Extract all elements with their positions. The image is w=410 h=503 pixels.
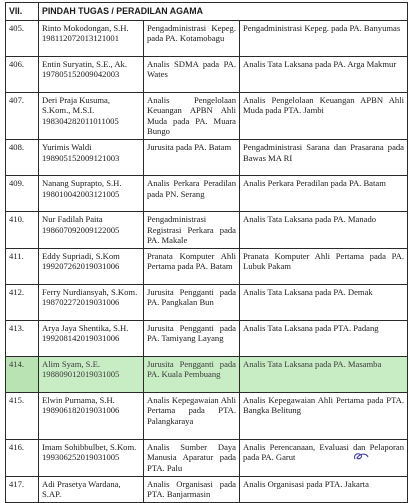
employee-cell	[39, 92, 144, 139]
new-position: Analis Pengelolaan Keuangan APBN Ahli Muda pada PTA. Jambi	[240, 92, 408, 139]
employee-name: Imam Sohibbulbet, S.Kom.	[42, 441, 137, 452]
table-row	[6, 476, 408, 502]
row-number: 417.	[6, 476, 39, 502]
new-position: Analis Kepegawaian Ahli Pertama pada PTA. Bangka Belitung	[240, 392, 408, 439]
old-position: Jurusita Pengganti pada PA. Kuala Pembuang	[144, 356, 240, 392]
new-position: Analis Tata Laksana pada PA. Masamba	[240, 356, 408, 392]
employee-name: Arya Jaya Shentika, S.H.	[42, 322, 129, 333]
employee-name: Eddy Supriadi, S.Kom	[42, 250, 120, 261]
employee-name: Rinto Mokodongan, S.H.	[42, 22, 129, 33]
employee-nip: 198607092009122005	[42, 224, 120, 235]
employee-cell	[39, 320, 144, 356]
section-header-row	[6, 3, 408, 21]
transfer-table	[5, 2, 408, 503]
employee-nip: 198304282011011005	[42, 115, 119, 126]
new-position: Analis Tata Laksana pada PA. Manado	[240, 211, 408, 248]
old-position: Pengadministrasi Registrasi Perkara pada PA. Makale	[144, 211, 240, 248]
table-row	[6, 92, 408, 139]
employee-cell	[39, 284, 144, 320]
employee-name: Entin Suryatin, S.E., Ak.	[42, 58, 127, 69]
old-position: Pranata Komputer Ahli Pertama pada PA. Batam	[144, 248, 240, 284]
table-row	[6, 56, 408, 92]
employee-nip: 199207262019031006	[42, 261, 120, 272]
section-number: VII.	[6, 3, 39, 21]
old-position: Analis Organisasi pada PTA. Banjarmasin	[144, 476, 240, 502]
table-row	[6, 248, 408, 284]
employee-cell	[39, 248, 144, 284]
employee-nip: 199306252019031005	[42, 452, 120, 463]
employee-cell	[39, 175, 144, 211]
row-number: 413.	[6, 320, 39, 356]
employee-cell	[39, 211, 144, 248]
new-position: Pranata Komputer Ahli Pertama pada PA. Lubuk Pakam	[240, 248, 408, 284]
employee-name: Ferry Nurdiansyah, S.Kom.	[42, 286, 138, 297]
table-row	[6, 320, 408, 356]
new-position: Pengadministrasi Kepeg. pada PA. Banyumas	[240, 20, 408, 56]
row-number: 405.	[6, 20, 39, 56]
new-position: Analis Tata Laksana pada PA. Demak	[240, 284, 408, 320]
row-number: 414.	[6, 356, 39, 392]
old-position: Pengadministrasi Kepeg. pada PA. Kotamobagu	[144, 20, 240, 56]
old-position: Jurusita Pengganti pada PA. Tamiyang Layang	[144, 320, 240, 356]
table-body	[6, 20, 408, 502]
employee-cell	[39, 476, 144, 502]
old-position: Analis Kepegawaian Ahli Pertama pada PTA. Palangkaraya	[144, 392, 240, 439]
row-number: 410.	[6, 211, 39, 248]
employee-name: Adi Prasetya Wardana, S.AP.	[42, 478, 121, 500]
old-position: Jurusita Pengganti pada PA. Pangkalan Bun	[144, 284, 240, 320]
new-position: Analis Tata Laksana pada PTA. Padang	[240, 320, 408, 356]
table-row	[6, 392, 408, 439]
row-number: 411.	[6, 248, 39, 284]
new-position: Analis Organisasi pada PTA. Jakarta	[240, 476, 408, 502]
employee-cell	[39, 139, 144, 175]
new-position: Analis Perencanaan, Evaluasi dan Pelaporan pada PA. Garut	[240, 439, 408, 476]
employee-nip: 198906182019031006	[42, 405, 120, 416]
table-row	[6, 356, 408, 392]
employee-cell	[39, 356, 144, 392]
employee-name: Elwin Purnama, S.H.	[42, 394, 115, 405]
employee-name: Nanang Suprapto, S.H.	[42, 177, 122, 188]
employee-nip: 198809012019031005	[42, 369, 120, 380]
row-number: 409.	[6, 175, 39, 211]
old-position: Analis Sumber Daya Manusia Aparatur pada PTA. Palu	[144, 439, 240, 476]
table-row	[6, 175, 408, 211]
employee-cell	[39, 439, 144, 476]
employee-cell	[39, 20, 144, 56]
table-row	[6, 139, 408, 175]
table-row	[6, 284, 408, 320]
new-position: Analis Perkara Peradilan pada PA. Batam	[240, 175, 408, 211]
table-row	[6, 439, 408, 476]
row-number: 412.	[6, 284, 39, 320]
employee-name: Yurimis Waldi	[42, 141, 92, 152]
old-position: Analis SDMA pada PA. Wates	[144, 56, 240, 92]
employee-nip: 198010042003121005	[42, 188, 120, 199]
employee-nip: 198112072013121001	[42, 33, 120, 44]
row-number: 407.	[6, 92, 39, 139]
row-number: 408.	[6, 139, 39, 175]
old-position: Jurusita pada PA. Batam	[144, 139, 240, 175]
row-number: 416.	[6, 439, 39, 476]
employee-nip: 198905152009121003	[42, 152, 120, 163]
employee-name: Deri Praja Kusuma, S.Kom., M.S.I.	[42, 94, 111, 116]
row-number: 415.	[6, 392, 39, 439]
employee-name: Alim Syam, S.E.	[42, 358, 101, 369]
row-number: 406.	[6, 56, 39, 92]
section-title: PINDAH TUGAS / PERADILAN AGAMA	[39, 3, 408, 21]
old-position: Analis Pengelolaan Keuangan APBN Ahli Muda pada PA. Muara Bungo	[144, 92, 240, 139]
employee-cell	[39, 392, 144, 439]
new-position: Analis Tata Laksana pada PA. Arga Makmur	[240, 56, 408, 92]
employee-nip: 197805152009042003	[42, 69, 120, 80]
table-row	[6, 20, 408, 56]
employee-nip: 198702272019031006	[42, 297, 120, 308]
old-position: Analis Perkara Peradilan pada PN. Serang	[144, 175, 240, 211]
signature-mark	[352, 449, 370, 463]
employee-cell	[39, 56, 144, 92]
employee-name: Nur Fadilah Paita	[42, 213, 103, 224]
new-position: Pengadministrasi Sarana dan Prasarana pada Bawas MA RI	[240, 139, 408, 175]
employee-nip: 199208142019031006	[42, 333, 120, 344]
table-row	[6, 211, 408, 248]
